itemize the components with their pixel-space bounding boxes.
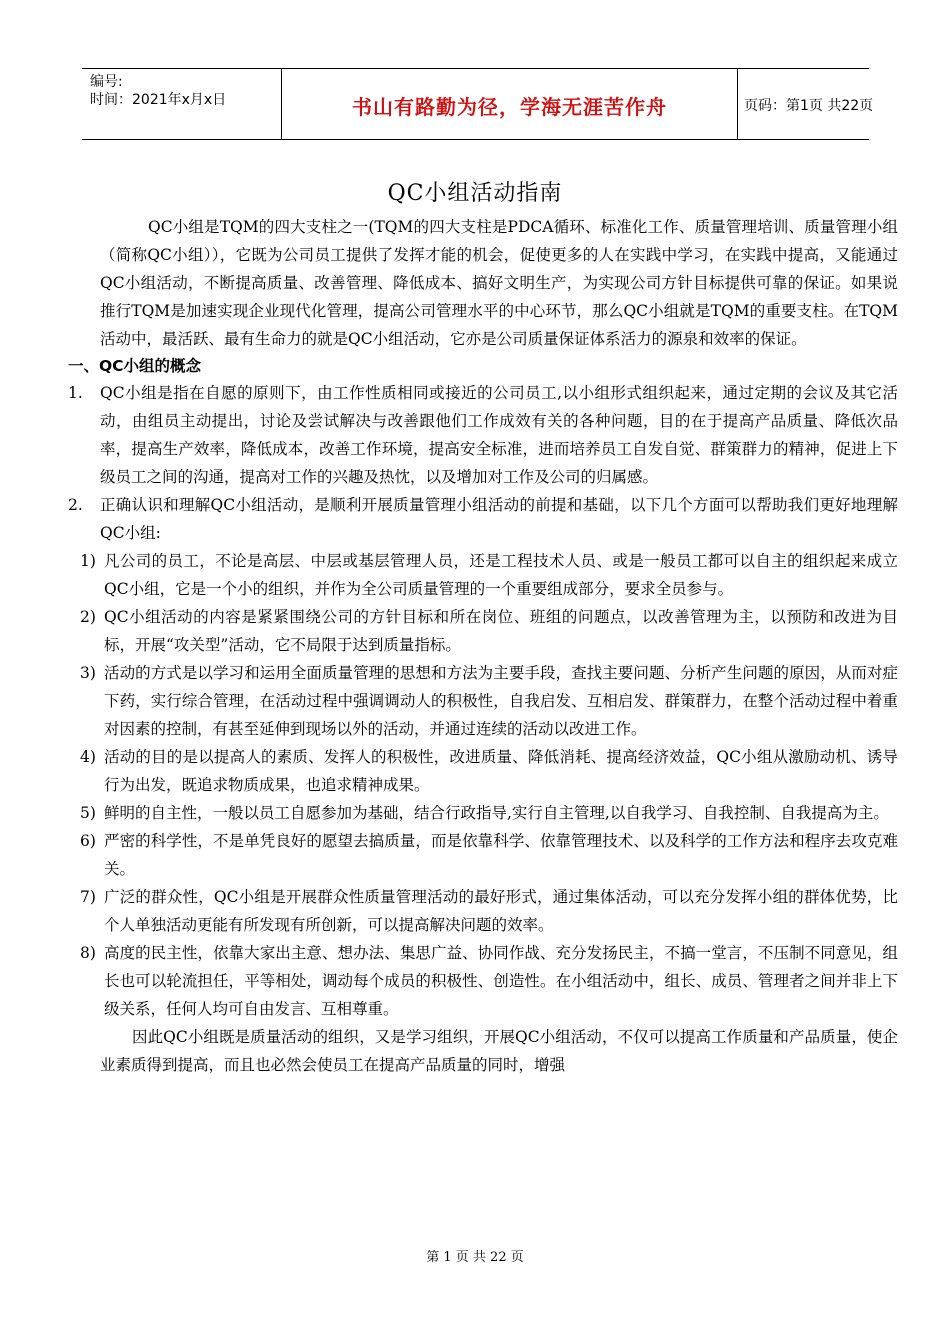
document-title: QC小组活动指南	[387, 181, 563, 206]
sub-item-number: 3)	[80, 664, 96, 682]
item-text: QC小组是指在自愿的原则下，由工作性质相同或接近的公司员工,以小组形式组织起来，通过定期的会议及其它活动，由组员主动提出，讨论及尝试解决与改善跟他们工作成效有关的各种问题，目的在于提高产品质量、降低次品率，提高生产效率，降低成本，改善工作环境，提高安全标准，进而培养员工自发自觉、群策群力的精神，促进上下级员工之间的沟通，提高对工作的兴趣及热忱，以及增加对工作及公司的归属感。	[100, 384, 898, 486]
header-motto: 书山有路勤为径，学海无涯苦作舟	[352, 95, 667, 119]
header-meta	[82, 69, 282, 139]
sub-item-number: 6)	[80, 832, 96, 850]
sub-item	[68, 827, 898, 883]
numbered-item	[68, 491, 898, 547]
sub-item-text: QC小组活动的内容是紧紧围绕公司的方针目标和所在岗位、班组的问题点，以改善管理为主，以预防和改进为目标，开展“攻关型”活动，它不局限于达到质量指标。	[104, 608, 898, 654]
sub-item-number: 4)	[80, 748, 96, 766]
page-header	[82, 68, 874, 140]
item-number: 2.	[68, 496, 83, 514]
closing-paragraph: 因此QC小组既是质量活动的组织，又是学习组织，开展QC小组活动，不仅可以提高工作质量和产品质量，使企业素质得到提高，而且也必然会使员工在提高产品质量的同时，增强	[100, 1028, 898, 1074]
sub-item-text: 凡公司的员工，不论是高层、中层或基层管理人员，还是工程技术人员、或是一般员工都可以自主的组织起来成立QC小组，它是一个小的组织，并作为全公司质量管理的一个重要组成部分，要求全员参与。	[104, 552, 898, 598]
sub-item-text: 严密的科学性，不是单凭良好的愿望去搞质量，而是依靠科学、依靠管理技术、以及科学的工作方法和程序去攻克难关。	[104, 832, 898, 878]
sub-item-text: 活动的目的是以提高人的素质、发挥人的积极性，改进质量、降低消耗、提高经济效益，QC小组从激励动机、诱导行为出发，既追求物质成果，也追求精神成果。	[104, 748, 898, 794]
sub-item	[68, 939, 898, 1023]
sub-item-text: 活动的方式是以学习和运用全面质量管理的思想和方法为主要手段，查找主要问题、分析产生问题的原因，从而对症下药，实行综合管理，在活动过程中强调调动人的积极性，自我启发、互相启发、群策群力，在整个活动过程中着重对因素的控制，有甚至延伸到现场以外的活动，并通过连续的活动以改进工作。	[104, 664, 898, 738]
sub-item-number: 7)	[80, 888, 96, 906]
sub-item-number: 5)	[80, 804, 96, 822]
sub-item	[68, 659, 898, 743]
sub-item	[68, 883, 898, 939]
numbered-item	[68, 379, 898, 491]
sub-item	[68, 603, 898, 659]
item-number: 1.	[68, 384, 83, 402]
sub-item-text: 广泛的群众性，QC小组是开展群众性质量管理活动的最好形式，通过集体活动，可以充分发挥小组的群体优势，比个人单独活动更能有所发现有所创新，可以提高解决问题的效率。	[104, 888, 898, 934]
sub-item-text: 鲜明的自主性，一般以员工自愿参加为基础，结合行政指导,实行自主管理,以自我学习、自我控制、自我提高为主。	[104, 804, 889, 822]
sub-item	[68, 547, 898, 603]
sub-item-number: 8)	[80, 944, 96, 962]
header-motto-cell	[282, 69, 738, 139]
code-label: 编号:	[90, 74, 123, 90]
document-body	[68, 213, 898, 1079]
date-label: 时间：2021年x月x日	[90, 92, 227, 108]
section-heading: 一、QC小组的概念	[68, 357, 202, 375]
header-page-info: 页码：第1页 共22页	[744, 98, 874, 114]
sub-item-text: 高度的民主性，依靠大家出主意、想办法、集思广益、协同作战、充分发扬民主，不搞一堂言，不压制不同意见，组长也可以轮流担任，平等相处，调动每个成员的积极性、创造性。在小组活动中，组长、成员、管理者之间并非上下级关系，任何人均可自由发言、互相尊重。	[104, 944, 898, 1018]
page-footer: 第 1 页 共 22 页	[426, 1250, 524, 1265]
sub-item-number: 1)	[80, 552, 96, 570]
intro-paragraph: QC小组是TQM的四大支柱之一(TQM的四大支柱是PDCA循环、标准化工作、质量管理培训、质量管理小组（简称QC小组）），它既为公司员工提供了发挥才能的机会，促使更多的人在实践中学习，在实践中提高，又能通过QC小组活动，不断提高质量、改善管理、降低成本、搞好文明生产，为实现公司方针目标提供可靠的保证。如果说推行TQM是加速实现企业现代化管理，提高公司管理水平的中心环节，那么QC小组就是TQM的重要支柱。在TQM活动中，最活跃、最有生命力的就是QC小组活动，它亦是公司质量保证体系活力的源泉和效率的保证。	[100, 218, 898, 348]
sub-item	[68, 799, 898, 827]
sub-item	[68, 743, 898, 799]
sub-item-number: 2)	[80, 608, 96, 626]
item-text: 正确认识和理解QC小组活动，是顺利开展质量管理小组活动的前提和基础，以下几个方面可以帮助我们更好地理解QC小组:	[100, 496, 898, 542]
